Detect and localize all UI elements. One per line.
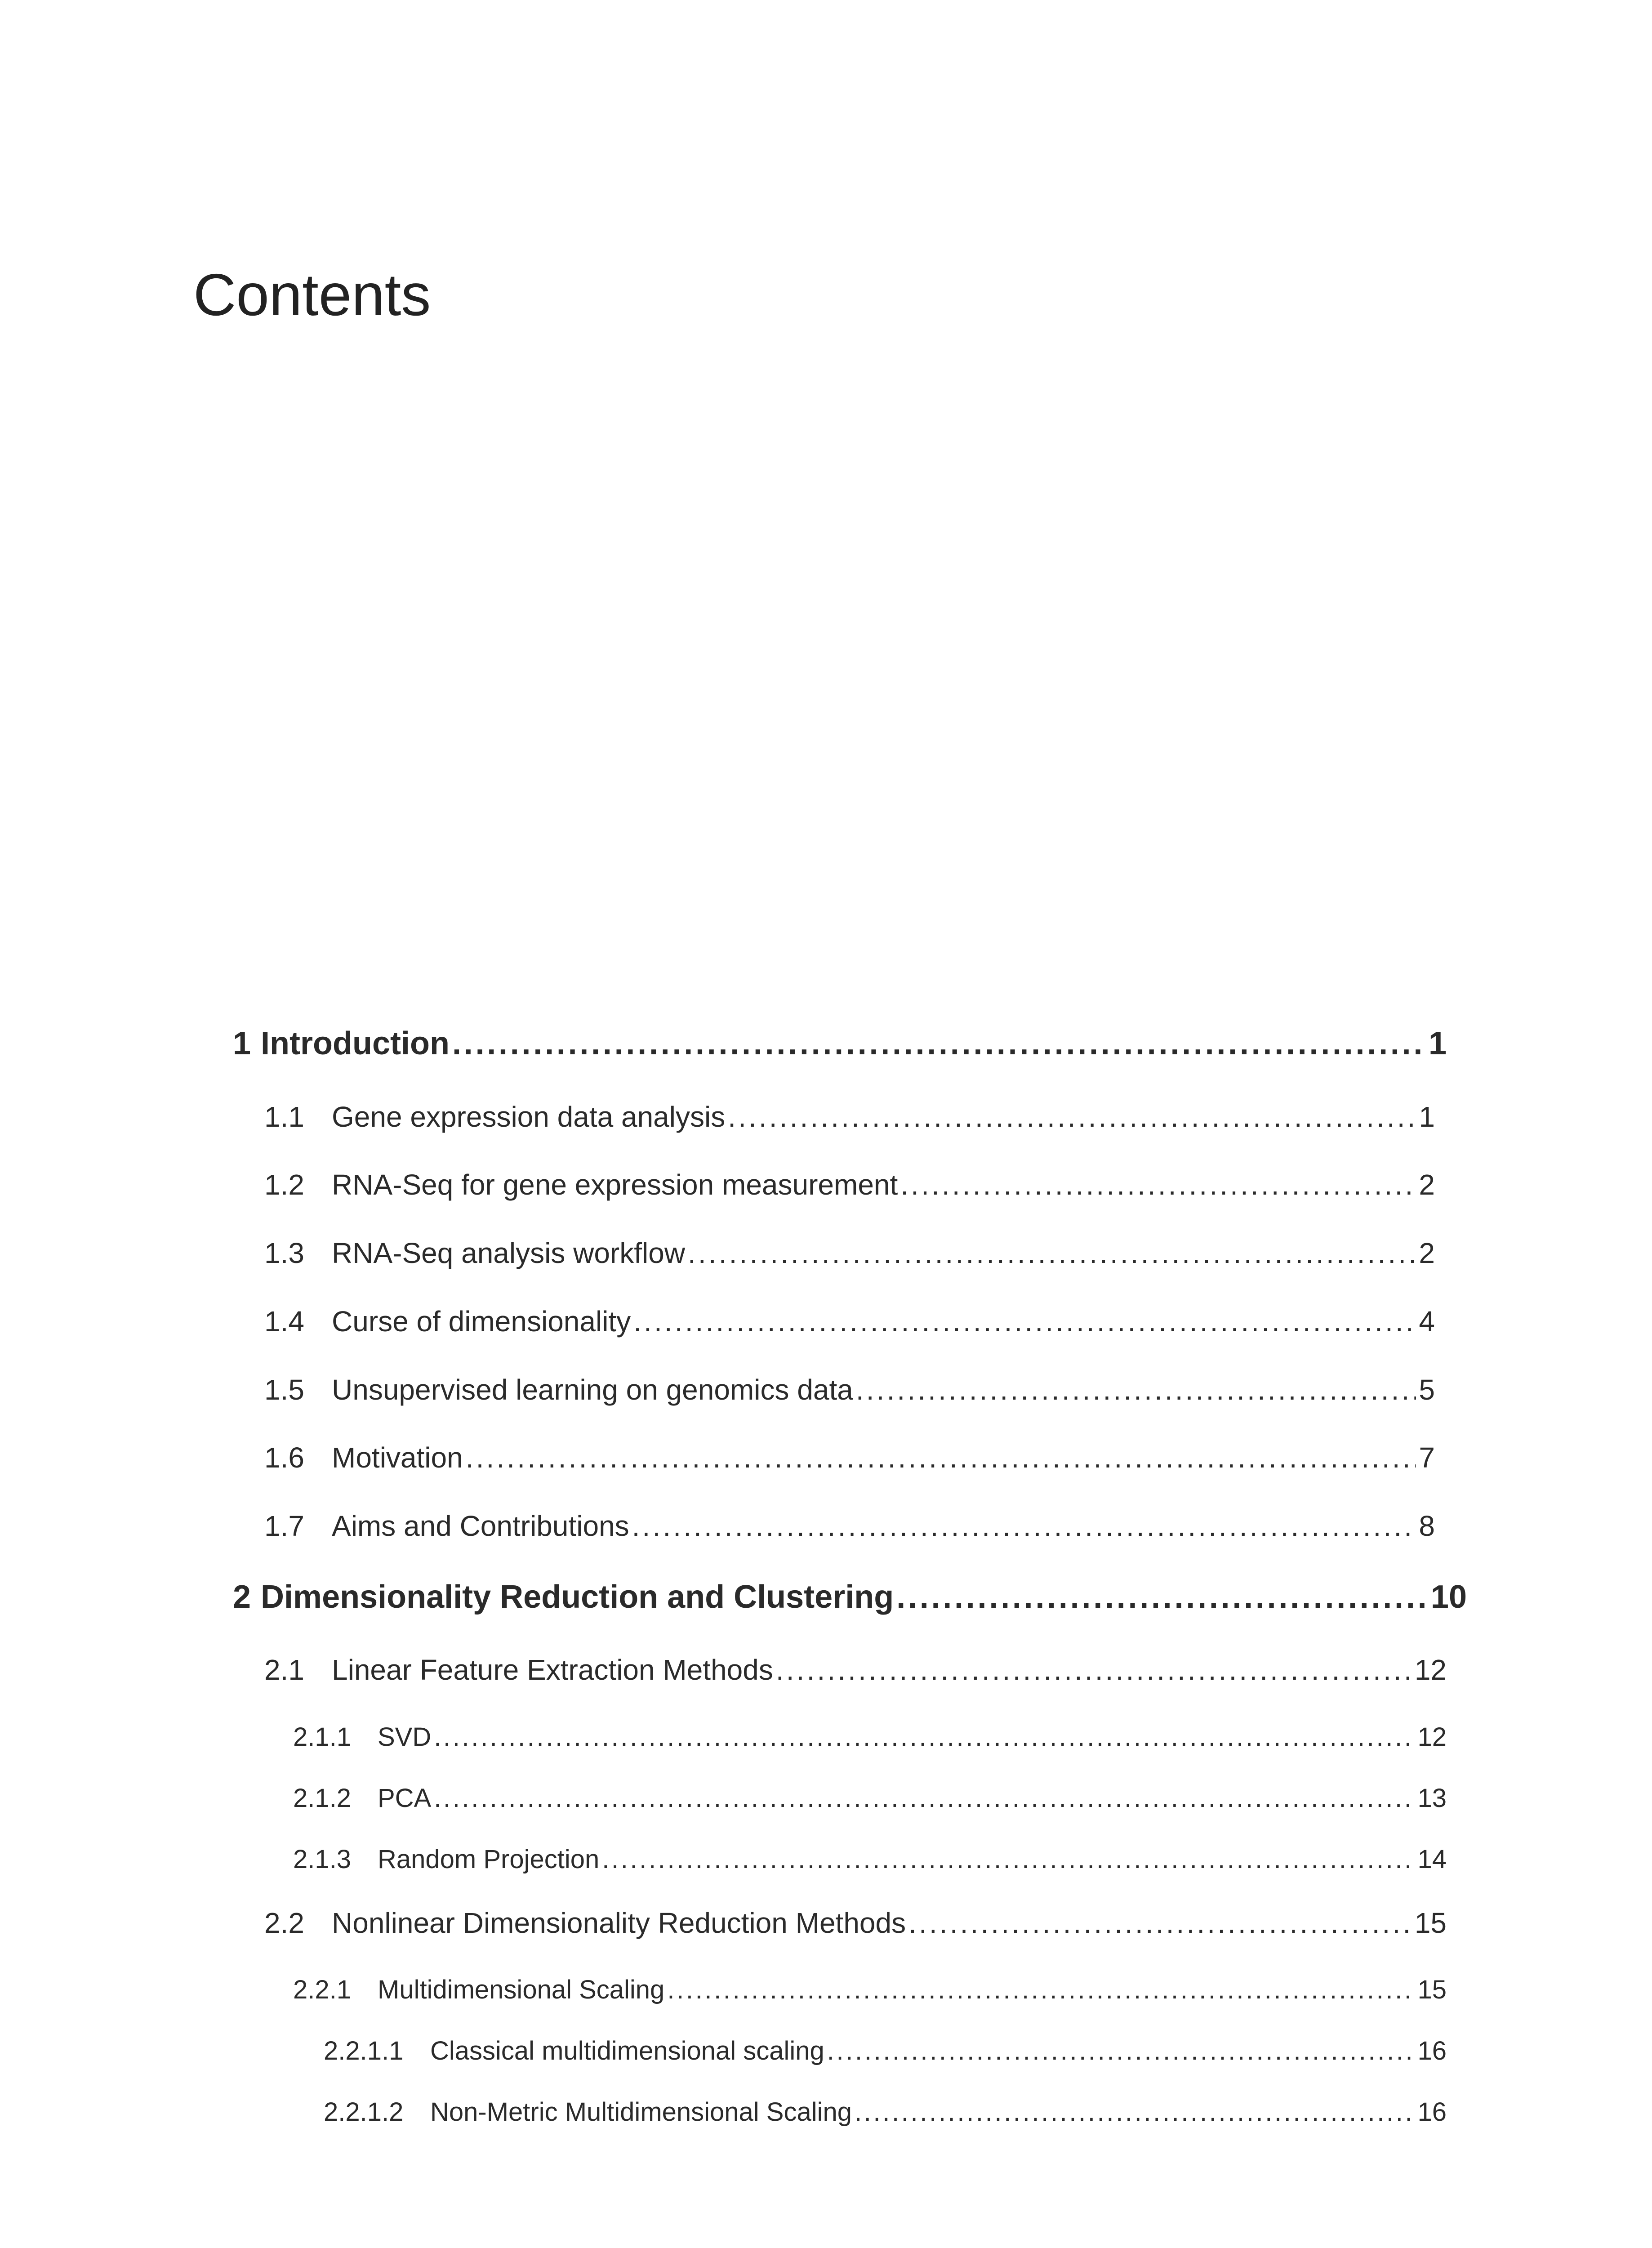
dot-leader	[633, 1305, 1416, 1338]
toc-entry-1-1[interactable]	[264, 1100, 1435, 1133]
toc-number: 2.1.3	[293, 1845, 351, 1874]
toc-title: Motivation	[332, 1441, 463, 1474]
toc-number: 1.3	[264, 1237, 304, 1269]
toc-entry-1-4[interactable]	[264, 1305, 1435, 1338]
toc-title: RNA-Seq for gene expression measurement	[332, 1169, 898, 1201]
toc-page-number: 2	[1419, 1169, 1435, 1201]
toc-entry-1-7[interactable]	[264, 1509, 1435, 1543]
toc-number: 2.2	[264, 1907, 304, 1939]
toc-number: 2.1	[264, 1654, 304, 1686]
dot-leader	[632, 1509, 1416, 1543]
dot-leader	[667, 1975, 1415, 2005]
toc-page-number: 7	[1419, 1441, 1435, 1474]
dot-leader	[855, 2097, 1415, 2127]
dot-leader	[434, 1722, 1415, 1752]
toc-number: 2.2.1.2	[324, 2097, 404, 2127]
toc-entry-1-5[interactable]	[264, 1373, 1435, 1406]
toc-page-number: 15	[1417, 1975, 1447, 2004]
toc-number: 1.5	[264, 1374, 304, 1406]
toc-page-number: 16	[1417, 2036, 1447, 2065]
toc-number: 2.1.2	[293, 1784, 351, 1813]
dot-leader	[602, 1844, 1415, 1874]
toc-title: RNA-Seq analysis workflow	[332, 1237, 686, 1269]
toc-page-number: 14	[1417, 1845, 1447, 1874]
toc-title: Gene expression data analysis	[332, 1101, 726, 1133]
dot-leader	[896, 1579, 1428, 1615]
toc-title: Dimensionality Reduction and Clustering	[261, 1579, 894, 1615]
toc-entry-2-2[interactable]	[264, 1906, 1447, 1940]
toc-number: 1.6	[264, 1441, 304, 1474]
toc-title: Classical multidimensional scaling	[430, 2036, 824, 2065]
dot-leader	[776, 1653, 1412, 1686]
toc-entry-chapter-2[interactable]	[233, 1579, 1467, 1615]
dot-leader	[728, 1100, 1416, 1133]
toc-entry-chapter-1[interactable]	[233, 1025, 1447, 1062]
toc-entry-2-1[interactable]	[264, 1653, 1447, 1686]
toc-title: Non-Metric Multidimensional Scaling	[430, 2097, 852, 2127]
toc-page-number: 8	[1419, 1510, 1435, 1542]
toc-page-number: 4	[1419, 1305, 1435, 1338]
toc-page-number: 10	[1430, 1579, 1467, 1615]
toc-number: 1	[233, 1026, 251, 1062]
toc-title: Random Projection	[378, 1845, 600, 1874]
toc-title: SVD	[378, 1722, 432, 1752]
toc-page-number: 15	[1414, 1907, 1447, 1939]
dot-leader	[452, 1025, 1426, 1062]
toc-page-number: 2	[1419, 1237, 1435, 1269]
toc-title: Introduction	[261, 1026, 450, 1062]
toc-entry-1-6[interactable]	[264, 1441, 1435, 1474]
toc-entry-2-1-3[interactable]	[293, 1844, 1447, 1874]
dot-leader	[434, 1783, 1415, 1813]
toc-entry-2-2-1-2[interactable]	[324, 2097, 1447, 2127]
toc-number: 1.2	[264, 1169, 304, 1201]
toc-entry-2-1-1[interactable]	[293, 1722, 1447, 1752]
toc-entry-2-1-2[interactable]	[293, 1783, 1447, 1813]
toc-page-number: 12	[1414, 1654, 1447, 1686]
toc-entry-2-2-1-1[interactable]	[324, 2036, 1447, 2066]
toc-page-number: 13	[1417, 1784, 1447, 1813]
toc-number: 1.7	[264, 1510, 304, 1542]
toc-entry-1-2[interactable]	[264, 1168, 1435, 1201]
toc-number: 2.2.1	[293, 1975, 351, 2004]
toc-page-number: 12	[1417, 1722, 1447, 1752]
toc-title: Unsupervised learning on genomics data	[332, 1374, 853, 1406]
dot-leader	[900, 1168, 1416, 1201]
dot-leader	[827, 2036, 1415, 2066]
toc-entry-2-2-1[interactable]	[293, 1975, 1447, 2005]
toc-title: Multidimensional Scaling	[378, 1975, 665, 2004]
toc-entry-1-3[interactable]	[264, 1236, 1435, 1270]
dot-leader	[908, 1906, 1412, 1940]
toc-number: 1.1	[264, 1101, 304, 1133]
toc-number: 1.4	[264, 1305, 304, 1338]
toc-title: Aims and Contributions	[332, 1510, 629, 1542]
toc-title: Linear Feature Extraction Methods	[332, 1654, 773, 1686]
toc-title: Nonlinear Dimensionality Reduction Methods	[332, 1907, 906, 1939]
toc-number: 2	[233, 1579, 251, 1615]
toc-number: 2.2.1.1	[324, 2036, 404, 2065]
toc-page-number: 1	[1428, 1026, 1447, 1062]
dot-leader	[688, 1236, 1416, 1270]
toc-page-number: 1	[1419, 1101, 1435, 1133]
dot-leader	[856, 1373, 1416, 1406]
toc-title: PCA	[378, 1784, 432, 1813]
toc-number: 2.1.1	[293, 1722, 351, 1752]
page-title: Contents	[193, 262, 431, 328]
toc-page-number: 5	[1419, 1374, 1435, 1406]
toc-page-number: 16	[1417, 2097, 1447, 2127]
toc-title: Curse of dimensionality	[332, 1305, 631, 1338]
dot-leader	[466, 1441, 1416, 1474]
